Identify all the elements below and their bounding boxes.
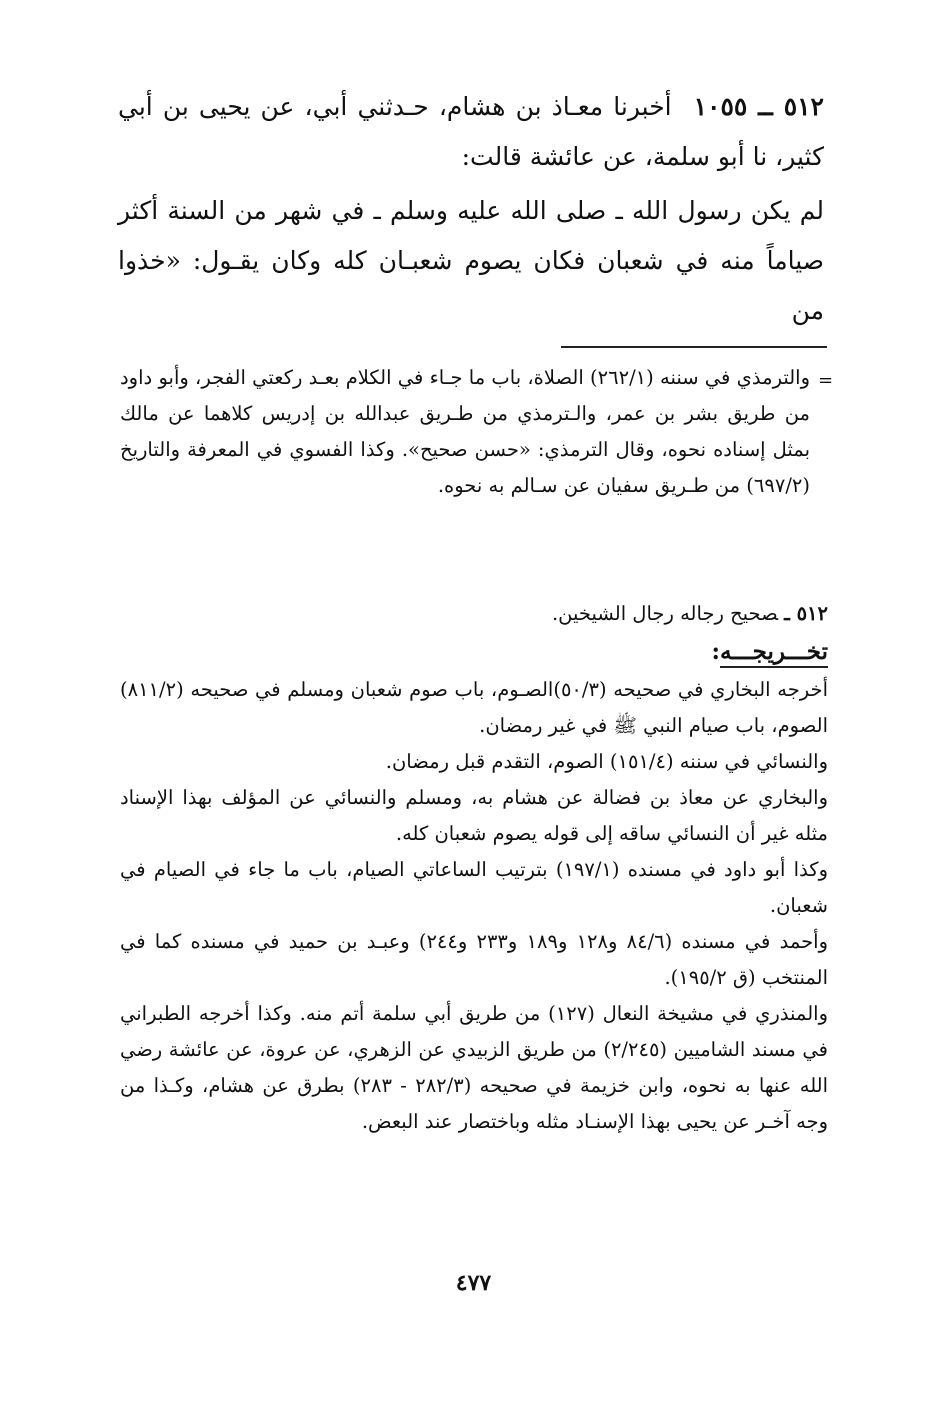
takhrij-paragraph: والنسائي في سننه (١٥١/٤) الصوم، التقدم قبل رمضان. xyxy=(385,750,828,773)
hadith-isnad-paragraph xyxy=(118,82,824,182)
verdict-text: صحيح رجاله رجال الشيخين. xyxy=(551,602,779,625)
hadith-isnad: أخبرنا معـاذ بن هشام، حـدثني أبي، عن يحيى بن أبي كثير، نا أبو سلمة، عن عائشة قالت: xyxy=(118,92,824,171)
takhrij-paragraph: والبخاري عن معاذ بن فضالة عن هشام به، ومسلم والنسائي عن المؤلف بهذا الإسناد مثله غير أن النسائي ساقه إلى قوله يصوم شعبان كله. xyxy=(120,786,828,845)
footnote xyxy=(120,360,810,504)
verdict-number: ٥١٢ ـ xyxy=(784,602,828,625)
takhrij-heading xyxy=(120,632,828,672)
takhrij-paragraph: والمنذري في مشيخة النعال (١٢٧) من طريق أبي سلمة أتم منه. وكذا أخرجه الطبراني في مسند الشاميين (٢/٢٤٥) من طريق الزبيدي عن الزهري، عن عروة، عن عائشة رضي الله عنها به نحوه، وابن خزيمة في صحيحه (٢٨٢/٣ - ٢٨٣) بطرق عن هشام، وكـذا من وجه آخـر عن يحيى بهذا الإسنـاد مثله وباختصار عند البعض. xyxy=(120,1002,829,1133)
takhrij-paragraph: أخرجه البخاري في صحيحه (٥٠/٣)الصـوم، باب صوم شعبان ومسلم في صحيحه (٨١١/٢) الصوم، باب صيام النبي ﷺ في غير رمضان. xyxy=(120,678,828,737)
commentary xyxy=(120,596,828,1140)
footnote-continuation-marker: = xyxy=(818,370,834,391)
takhrij-heading-colon: : xyxy=(711,638,721,665)
takhrij-paragraph: وأحمد في مسنده (٨٤/٦ و١٢٨ و١٨٩ و٢٣٣ و٢٤٤) وعبـد بن حميد في مسنده كما في المنتخب (ق ١٩٥/٢). xyxy=(120,930,828,989)
hadith-number: ٥١٢ ــ ١٠٥٥ xyxy=(693,92,824,121)
hadith-verdict xyxy=(120,596,828,632)
takhrij-paragraph: وكذا أبو داود في مسنده (١٩٧/١) بترتيب الساعاتي الصيام، باب ما جاء في الصيام في شعبان. xyxy=(120,858,829,917)
hadith-matn: لم يكن رسول الله ـ صلى الله عليه وسلم ـ في شهر من السنة أكثر صياماً منه في شعبان فكان يصوم شعبـان كله وكان يقـول: «خذوا من xyxy=(118,196,824,325)
footnote-text: والترمذي في سننه (٢٦٢/١) الصلاة، باب ما جـاء في الكلام بعـد ركعتي الفجر، وأبو داود من طريق بشر بن عمر، والـترمذي من طـريق عبدالله بن إدريس كلاهما عن مالك بمثل إسناده نحوه، وقال الترمذي: «حسن صحيح». وكذا الفسوي في المعرفة والتاريخ (٦٩٧/٢) من طـريق سفيان عن سـالم به نحوه. xyxy=(120,366,810,497)
takhrij-heading-label: تخـــريجـــه xyxy=(720,638,828,668)
footnote-separator xyxy=(561,346,827,348)
hadith-text xyxy=(118,82,824,336)
page-number: ٤٧٧ xyxy=(455,1270,492,1296)
